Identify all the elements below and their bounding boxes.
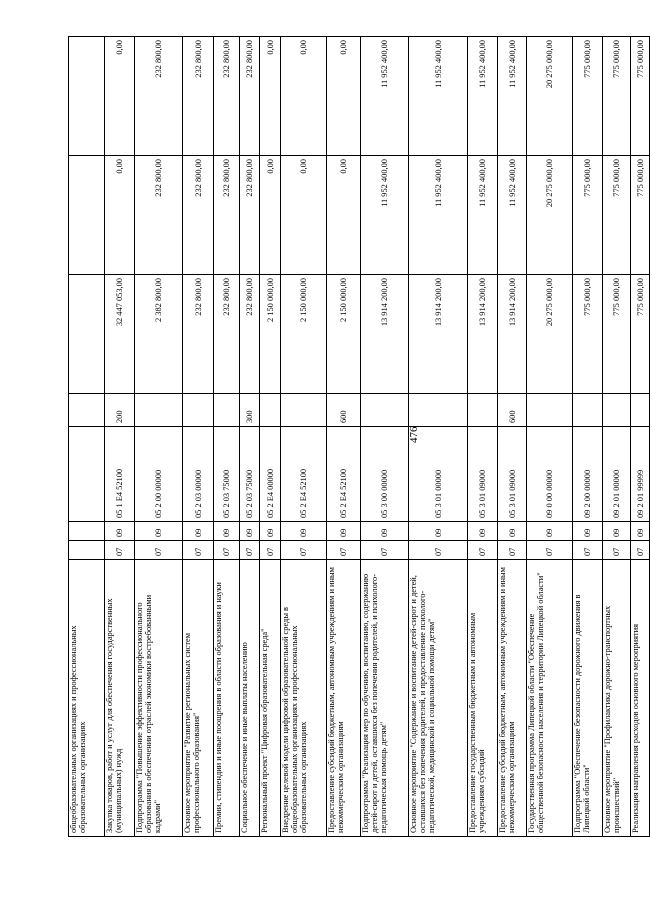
table-row (573, 37, 603, 837)
amount-year-3-cell: 232 800,00 (183, 37, 214, 156)
subsection-code-cell: 09 (573, 522, 603, 541)
amount-year-1-cell: 232 800,00 (214, 275, 240, 394)
row-name-cell: Основное мероприятие "Профилактика дорожно-транспортных происшествий" (603, 560, 631, 837)
subsection-code-cell: 09 (214, 522, 240, 541)
subsection-code-cell: 09 (183, 522, 214, 541)
amount-year-3-cell: 232 800,00 (135, 37, 183, 156)
expense-type-cell: 600 (327, 394, 361, 427)
target-article-cell: 05 2 E4 52100 (327, 427, 361, 522)
section-code-cell: 07 (135, 541, 183, 560)
amount-year-1-cell: 2 150 000,00 (281, 275, 327, 394)
amount-year-1-cell: 2 150 000,00 (260, 275, 281, 394)
amount-year-1-cell: 32 447 053,00 (105, 275, 135, 394)
expense-type-cell (214, 394, 240, 427)
budget-table-rotated (68, 37, 645, 837)
subsection-code-cell: 09 (327, 522, 361, 541)
amount-year-2-cell: 232 800,00 (183, 156, 214, 275)
row-name-cell: Региональный проект "Цифровая образовательная среда" (260, 560, 281, 837)
amount-year-2-cell: 232 800,00 (240, 156, 260, 275)
expense-type-cell (69, 394, 105, 427)
row-name-cell: Подпрограмма "Обеспечение безопасности дорожного движения в Липецкой области" (573, 560, 603, 837)
section-code-cell: 07 (468, 541, 498, 560)
expense-type-cell (135, 394, 183, 427)
amount-year-3-cell: 775 000,00 (631, 37, 650, 156)
table-row (214, 37, 240, 837)
expense-type-cell (260, 394, 281, 427)
amount-year-3-cell: 775 000,00 (573, 37, 603, 156)
expense-type-cell (409, 394, 468, 427)
section-code-cell (69, 541, 105, 560)
amount-year-2-cell: 0,00 (327, 156, 361, 275)
table-row (409, 37, 468, 837)
row-name-cell: Предоставление субсидий бюджетным, автономным учреждениям и иным некоммерческим организациям (327, 560, 361, 837)
target-article-cell: 09 2 00 00000 (573, 427, 603, 522)
subsection-code-cell: 09 (631, 522, 650, 541)
row-name-cell: общеобразовательных организациях и профессиональных образовательных организациях (69, 560, 105, 837)
target-article-cell: 05 3 01 00000 (409, 427, 468, 522)
row-name-cell: Предоставление государственным бюджетным и автономным учреждениям субсидий (468, 560, 498, 837)
amount-year-3-cell: 0,00 (105, 37, 135, 156)
section-code-cell: 07 (603, 541, 631, 560)
amount-year-2-cell: 11 952 400,00 (361, 156, 409, 275)
section-code-cell: 07 (260, 541, 281, 560)
target-article-cell: 09 2 01 99999 (631, 427, 650, 522)
subsection-code-cell: 09 (361, 522, 409, 541)
expense-type-cell (183, 394, 214, 427)
amount-year-2-cell (69, 156, 105, 275)
subsection-code-cell (69, 522, 105, 541)
table-row (327, 37, 361, 837)
amount-year-3-cell: 11 952 400,00 (409, 37, 468, 156)
table-row (468, 37, 498, 837)
amount-year-1-cell: 2 150 000,00 (327, 275, 361, 394)
amount-year-2-cell: 11 952 400,00 (409, 156, 468, 275)
amount-year-1-cell: 13 914 200,00 (498, 275, 527, 394)
table-row (183, 37, 214, 837)
section-code-cell: 07 (527, 541, 573, 560)
table-row (527, 37, 573, 837)
table-row (281, 37, 327, 837)
expense-type-cell: 200 (105, 394, 135, 427)
section-code-cell: 07 (281, 541, 327, 560)
expense-type-cell (573, 394, 603, 427)
amount-year-2-cell: 775 000,00 (631, 156, 650, 275)
expense-type-cell (631, 394, 650, 427)
expense-type-cell (361, 394, 409, 427)
amount-year-2-cell: 232 800,00 (135, 156, 183, 275)
table-row (603, 37, 631, 837)
row-name-cell: Премии, стипендии и иные поощрения в области образования и науки (214, 560, 240, 837)
expense-type-cell: 300 (240, 394, 260, 427)
section-code-cell: 07 (327, 541, 361, 560)
amount-year-3-cell: 0,00 (281, 37, 327, 156)
subsection-code-cell: 09 (260, 522, 281, 541)
amount-year-2-cell: 232 800,00 (214, 156, 240, 275)
expense-type-cell (527, 394, 573, 427)
amount-year-1-cell (69, 275, 105, 394)
section-code-cell: 07 (361, 541, 409, 560)
amount-year-1-cell: 20 275 000,00 (527, 275, 573, 394)
subsection-code-cell: 09 (240, 522, 260, 541)
subsection-code-cell: 09 (468, 522, 498, 541)
row-name-cell: Предоставление субсидий бюджетным, автономным учреждениям и иным некоммерческим организациям (498, 560, 527, 837)
row-name-cell: Закупка товаров, работ и услуг для обеспечения государственных (муниципальных) нужд (105, 560, 135, 837)
table-row (105, 37, 135, 837)
subsection-code-cell: 09 (498, 522, 527, 541)
subsection-code-cell: 09 (409, 522, 468, 541)
target-article-cell: 05 2 03 00000 (183, 427, 214, 522)
amount-year-2-cell: 775 000,00 (573, 156, 603, 275)
target-article-cell: 05 3 01 09000 (498, 427, 527, 522)
target-article-cell: 09 0 00 00000 (527, 427, 573, 522)
table-row (498, 37, 527, 837)
amount-year-1-cell: 13 914 200,00 (361, 275, 409, 394)
target-article-cell: 05 2 00 00000 (135, 427, 183, 522)
target-article-cell: 05 2 E4 00000 (260, 427, 281, 522)
subsection-code-cell: 09 (135, 522, 183, 541)
table-row (135, 37, 183, 837)
expense-type-cell (468, 394, 498, 427)
section-code-cell: 07 (214, 541, 240, 560)
amount-year-3-cell: 0,00 (327, 37, 361, 156)
amount-year-2-cell: 11 952 400,00 (498, 156, 527, 275)
budget-table (68, 36, 650, 837)
target-article-cell: 05 1 E4 52100 (105, 427, 135, 522)
row-name-cell: Основное мероприятие "Развитие региональных систем профессионального образования" (183, 560, 214, 837)
section-code-cell: 07 (240, 541, 260, 560)
amount-year-2-cell: 0,00 (281, 156, 327, 275)
subsection-code-cell: 09 (527, 522, 573, 541)
subsection-code-cell: 09 (281, 522, 327, 541)
amount-year-1-cell: 232 800,00 (183, 275, 214, 394)
amount-year-3-cell: 11 952 400,00 (498, 37, 527, 156)
amount-year-3-cell: 232 800,00 (240, 37, 260, 156)
section-code-cell: 07 (573, 541, 603, 560)
amount-year-1-cell: 775 000,00 (603, 275, 631, 394)
amount-year-1-cell: 232 800,00 (240, 275, 260, 394)
section-code-cell: 07 (631, 541, 650, 560)
row-name-cell: Основное мероприятие "Содержание и воспитание детей-сирот и детей, оставшихся без попечения родителей, и предоставление психолого-педагогической, медицинской и социальной помощи детям" (409, 560, 468, 837)
amount-year-3-cell: 232 800,00 (214, 37, 240, 156)
row-name-cell: Государственная программа Липецкой области "Обеспечение общественной безопасности населения и территории Липецкой области" (527, 560, 573, 837)
amount-year-2-cell: 775 000,00 (603, 156, 631, 275)
amount-year-2-cell: 0,00 (105, 156, 135, 275)
table-row (240, 37, 260, 837)
row-name-cell: Внедрение целевой модели цифровой образовательной среды в общеобразовательных организациях и профессиональных образовательных организациях (281, 560, 327, 837)
target-article-cell: 09 2 01 00000 (603, 427, 631, 522)
table-row (69, 37, 105, 837)
row-name-cell: Подпрограмма "Повышение эффективности профессионального образования в обеспечении отраслей экономики востребованными кадрами" (135, 560, 183, 837)
amount-year-1-cell: 13 914 200,00 (409, 275, 468, 394)
target-article-cell: 05 2 03 75000 (240, 427, 260, 522)
page-number: 476 (408, 426, 420, 443)
table-row (361, 37, 409, 837)
amount-year-1-cell: 2 382 800,00 (135, 275, 183, 394)
section-code-cell: 07 (105, 541, 135, 560)
amount-year-3-cell: 20 275 000,00 (527, 37, 573, 156)
subsection-code-cell: 09 (603, 522, 631, 541)
subsection-code-cell: 09 (105, 522, 135, 541)
section-code-cell: 07 (498, 541, 527, 560)
amount-year-2-cell: 11 952 400,00 (468, 156, 498, 275)
expense-type-cell (603, 394, 631, 427)
amount-year-3-cell: 11 952 400,00 (361, 37, 409, 156)
target-article-cell (69, 427, 105, 522)
amount-year-3-cell: 775 000,00 (603, 37, 631, 156)
target-article-cell: 05 2 03 75000 (214, 427, 240, 522)
target-article-cell: 05 3 00 00000 (361, 427, 409, 522)
target-article-cell: 05 3 01 09000 (468, 427, 498, 522)
amount-year-1-cell: 775 000,00 (631, 275, 650, 394)
row-name-cell: Реализация направления расходов основного мероприятия (631, 560, 650, 837)
row-name-cell: Социальное обеспечение и иные выплаты населению (240, 560, 260, 837)
amount-year-3-cell: 11 952 400,00 (468, 37, 498, 156)
table-row (260, 37, 281, 837)
amount-year-3-cell (69, 37, 105, 156)
amount-year-3-cell: 0,00 (260, 37, 281, 156)
table-row (631, 37, 650, 837)
expense-type-cell: 600 (498, 394, 527, 427)
amount-year-2-cell: 20 275 000,00 (527, 156, 573, 275)
amount-year-1-cell: 13 914 200,00 (468, 275, 498, 394)
section-code-cell: 07 (183, 541, 214, 560)
expense-type-cell (281, 394, 327, 427)
row-name-cell: Подпрограмма "Реализация мер по обучению, воспитанию, содержанию детей-сирот и детей, оставшихся без попечения родителей, и психолого-педагогическая помощь детям" (361, 560, 409, 837)
section-code-cell: 07 (409, 541, 468, 560)
target-article-cell: 05 2 E4 52100 (281, 427, 327, 522)
amount-year-1-cell: 775 000,00 (573, 275, 603, 394)
amount-year-2-cell: 0,00 (260, 156, 281, 275)
